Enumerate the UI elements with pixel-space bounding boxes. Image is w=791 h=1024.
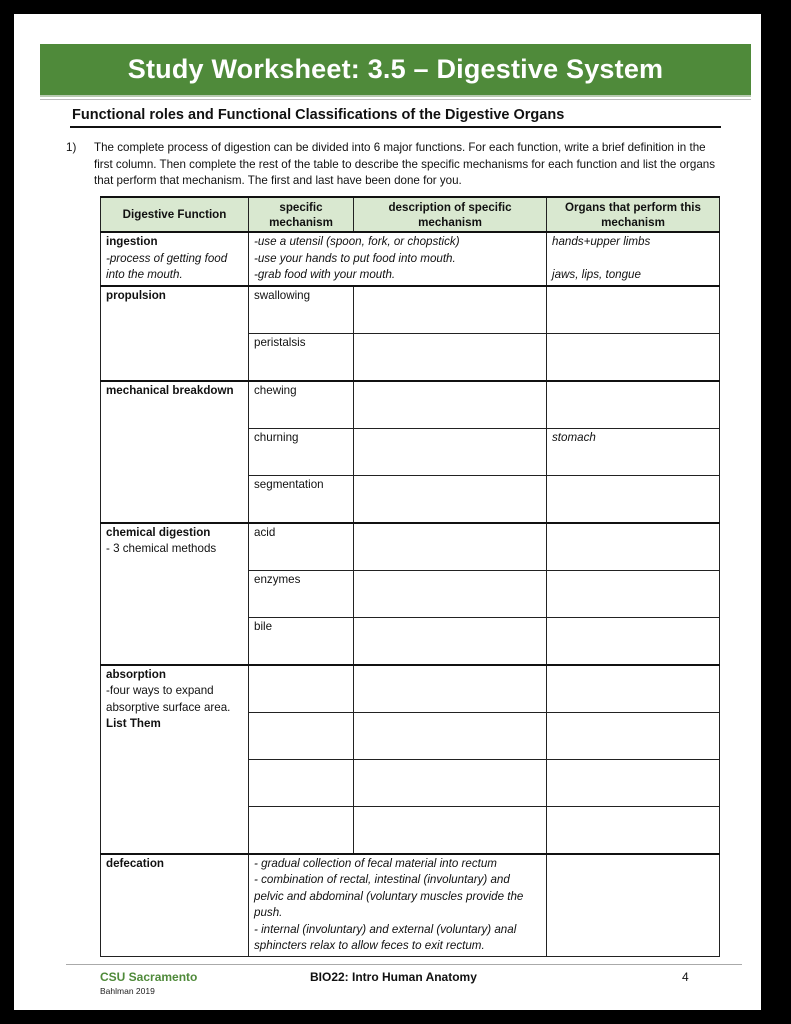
worksheet-page xyxy=(14,14,761,1010)
description-input-cell[interactable] xyxy=(354,475,547,523)
organs-input-cell[interactable] xyxy=(547,333,720,381)
function-name: propulsion xyxy=(106,288,166,302)
organ-text: jaws, lips, tongue xyxy=(552,268,641,281)
table-row-ingestion xyxy=(101,232,720,286)
function-cell-defecation xyxy=(101,854,249,957)
function-cell-propulsion xyxy=(101,286,249,381)
table-row xyxy=(101,665,720,713)
function-cell-absorption xyxy=(101,665,249,854)
mechanism-cell: churning xyxy=(249,428,354,475)
mechanism-line: -grab food with your mouth. xyxy=(254,268,396,281)
description-input-cell[interactable] xyxy=(354,428,547,475)
subtitle-rule xyxy=(70,126,721,128)
mechanism-line: - internal (involuntary) and external (voluntary) anal sphincters relax to allow feces to exit rectum. xyxy=(254,922,517,952)
function-name: absorption xyxy=(106,667,166,681)
header-description: description of specific mechanism xyxy=(354,197,547,232)
organs-input-cell[interactable] xyxy=(547,570,720,617)
header-organs: Organs that perform this mechanism xyxy=(547,197,720,232)
function-name: defecation xyxy=(106,856,164,870)
organs-input-cell[interactable] xyxy=(547,854,720,957)
organs-input-cell[interactable] xyxy=(547,523,720,571)
function-definition: -process of getting food into the mouth. xyxy=(106,251,228,281)
footer-page-number: 4 xyxy=(682,970,689,984)
function-note-emphasis: List Them xyxy=(106,717,161,730)
organs-input-cell[interactable] xyxy=(547,759,720,806)
function-note: - 3 chemical methods xyxy=(106,542,217,555)
description-input-cell[interactable] xyxy=(354,286,547,334)
question-text: The complete process of digestion can be divided into 6 major functions. For each function, write a brief definition in the first column. Then complete the rest of the table to describe the specific mechanisms for each function and list the organs that perform that mechanism. The first and last have been done for you. xyxy=(94,141,716,187)
function-note: -four ways to expand absorptive surface area. xyxy=(106,684,231,714)
mechanism-line: -use your hands to put food into mouth. xyxy=(254,251,456,265)
table-row xyxy=(101,381,720,429)
organs-input-cell[interactable] xyxy=(547,665,720,713)
mechanism-cell: segmentation xyxy=(249,475,354,523)
function-name: mechanical breakdown xyxy=(106,383,234,397)
function-name: chemical digestion xyxy=(106,525,211,539)
mechanism-cell: chewing xyxy=(249,381,354,429)
page-title-banner xyxy=(40,44,751,97)
mechanism-input-cell[interactable] xyxy=(249,665,354,713)
mechanism-cell: bile xyxy=(249,617,354,665)
description-input-cell[interactable] xyxy=(354,712,547,759)
header-mechanism: specific mechanism xyxy=(249,197,354,232)
ingestion-mechanisms-cell xyxy=(249,232,547,286)
table-row xyxy=(101,286,720,334)
organ-text: hands+upper limbs xyxy=(552,235,651,248)
organs-input-cell[interactable] xyxy=(547,381,720,429)
mechanism-line: -use a utensil (spoon, fork, or chopstick) xyxy=(254,235,460,248)
function-cell-chemical xyxy=(101,523,249,665)
section-subtitle: Functional roles and Functional Classifications of the Digestive Organs xyxy=(72,107,565,123)
mechanism-input-cell[interactable] xyxy=(249,759,354,806)
header-function: Digestive Function xyxy=(101,197,249,232)
mechanism-input-cell[interactable] xyxy=(249,806,354,854)
organs-input-cell[interactable] xyxy=(547,712,720,759)
mechanism-cell: peristalsis xyxy=(249,333,354,381)
footer-school: CSU Sacramento xyxy=(100,970,198,984)
organs-input-cell[interactable] xyxy=(547,617,720,665)
table-row xyxy=(101,523,720,571)
description-input-cell[interactable] xyxy=(354,333,547,381)
description-input-cell[interactable] xyxy=(354,570,547,617)
function-name: ingestion xyxy=(106,235,158,248)
banner-divider xyxy=(40,99,751,100)
table-header-row xyxy=(101,197,720,232)
mechanism-line: - gradual collection of fecal material into rectum xyxy=(254,856,497,870)
description-input-cell[interactable] xyxy=(354,806,547,854)
description-input-cell[interactable] xyxy=(354,665,547,713)
organs-input-cell[interactable] xyxy=(547,286,720,334)
organs-input-cell[interactable] xyxy=(547,475,720,523)
footer-divider xyxy=(66,964,742,965)
page-title: Study Worksheet: 3.5 – Digestive System xyxy=(127,54,664,84)
mechanism-cell: swallowing xyxy=(249,286,354,334)
digestive-function-table xyxy=(100,196,720,957)
footer-author: Bahlman 2019 xyxy=(100,986,155,996)
defecation-mechanisms-cell xyxy=(249,854,547,957)
description-input-cell[interactable] xyxy=(354,617,547,665)
description-input-cell[interactable] xyxy=(354,523,547,571)
description-input-cell[interactable] xyxy=(354,759,547,806)
footer-course: BIO22: Intro Human Anatomy xyxy=(310,970,477,984)
ingestion-organs-cell xyxy=(547,232,720,286)
mechanism-input-cell[interactable] xyxy=(249,712,354,759)
mechanism-cell: acid xyxy=(249,523,354,571)
function-cell-ingestion xyxy=(101,232,249,286)
table-row-defecation xyxy=(101,854,720,957)
function-cell-mechanical xyxy=(101,381,249,523)
question-number: 1) xyxy=(66,141,77,154)
organs-cell-stomach: stomach xyxy=(547,428,720,475)
mechanism-line: - combination of rectal, intestinal (involuntary) and pelvic and abdominal (voluntary muscles provide the push. xyxy=(254,873,524,919)
organs-input-cell[interactable] xyxy=(547,806,720,854)
description-input-cell[interactable] xyxy=(354,381,547,429)
mechanism-cell: enzymes xyxy=(249,570,354,617)
